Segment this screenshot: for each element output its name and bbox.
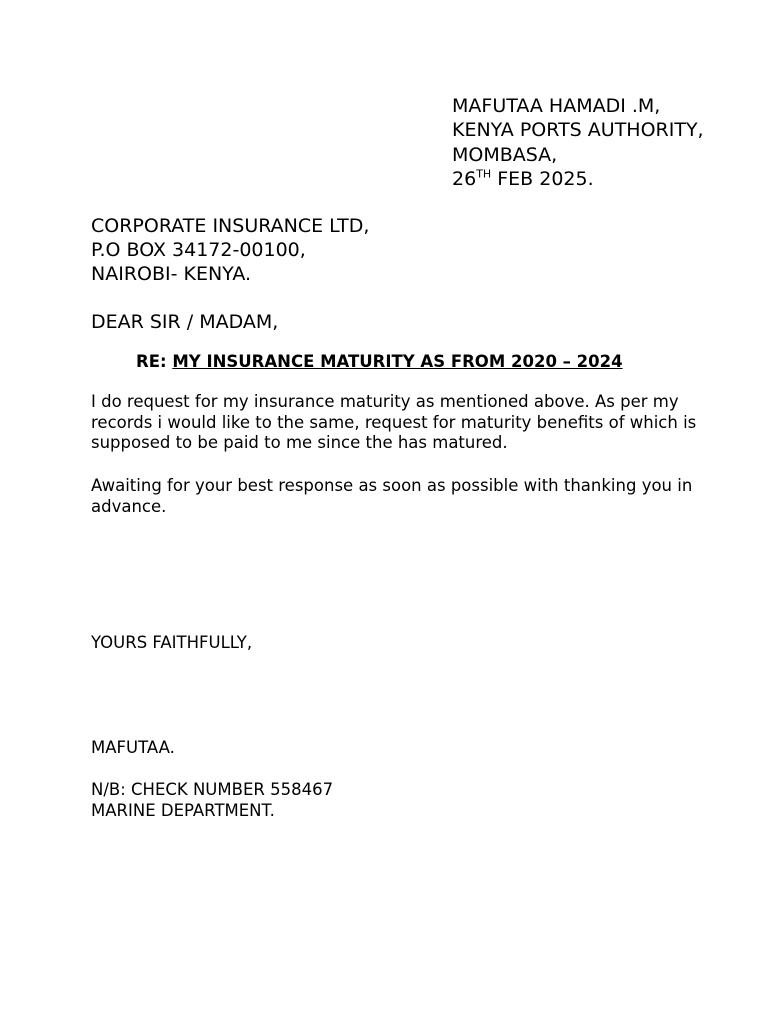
sender-name: MAFUTAA HAMADI .M, (452, 95, 661, 117)
body-paragraph-1: I do request for my insurance maturity as mentioned above. As per my records i would like to the same, request for maturity benefits of which is supposed to be paid to me since the has matured. (91, 392, 697, 453)
sender-city: MOMBASA, (452, 143, 558, 166)
date-month-year: FEB 2025. (491, 167, 594, 190)
recipient-company: CORPORATE INSURANCE LTD, (91, 215, 370, 237)
note-block (91, 779, 333, 821)
letter-date (452, 167, 704, 191)
recipient-po-box: P.O BOX 34172-00100, (91, 239, 306, 261)
body-paragraph-2: Awaiting for your best response as soon as possible with thanking you in advance. (91, 476, 693, 516)
subject-text: MY INSURANCE MATURITY AS FROM 2020 – 2024 (172, 352, 623, 371)
salutation: DEAR SIR / MADAM, (91, 311, 279, 333)
sender-address (452, 94, 704, 191)
date-day: 26 (452, 167, 477, 190)
subject-line (136, 351, 623, 373)
recipient-address (91, 214, 369, 286)
signature-name: MAFUTAA. (91, 738, 175, 757)
recipient-location: NAIROBI- KENYA. (91, 263, 252, 285)
sender-organization: KENYA PORTS AUTHORITY, (452, 119, 704, 142)
note-check-number: N/B: CHECK NUMBER 558467 (91, 780, 334, 799)
date-suffix: TH (476, 167, 492, 181)
note-department: MARINE DEPARTMENT. (91, 801, 275, 820)
closing: YOURS FAITHFULLY, (91, 633, 253, 652)
subject-prefix: RE: (136, 352, 173, 371)
